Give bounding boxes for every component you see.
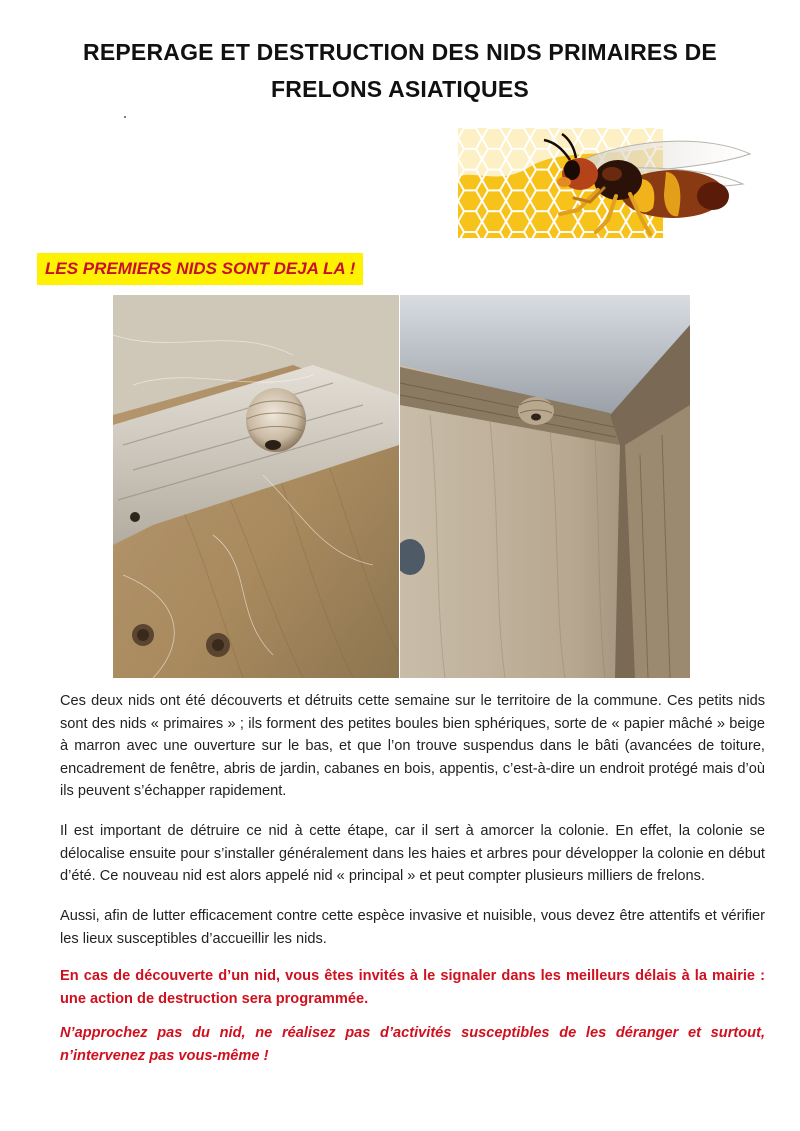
paragraph-description: Ces deux nids ont été découverts et détruits cette semaine sur le territoire de la commune. Ces petits nids sont des nids « primaires » ; ils forment des petites boules bien sphériques, sorte de « papier mâché » beige à marron avec une ouverture sur le bas, et que l’on trouve suspendus dans le bâti (avancées de toiture, encadrement de fenêtre, abris de jardin, cabanes en bois, appentis, c’est-à-dire un endroit protégé mais d’où ils peuvent s’échapper rapidement. [60, 693, 765, 799]
nest-photo-shed-image [400, 295, 690, 678]
nest-photo-beam [113, 295, 399, 678]
hornet-honeycomb-illustration [458, 128, 758, 238]
headline-banner: LES PREMIERS NIDS SONT DEJA LA ! [37, 253, 363, 285]
stray-dot [124, 116, 126, 118]
nest-photo-beam-image [113, 295, 399, 678]
page-title [40, 34, 760, 108]
hornet-icon [458, 128, 758, 238]
page-title-line-1: REPERAGE ET DESTRUCTION DES NIDS PRIMAIRES DE [83, 39, 717, 65]
page-title-line-2: FRELONS ASIATIQUES [271, 76, 529, 102]
paragraph-vigilance: Aussi, afin de lutter efficacement contre cette espèce invasive et nuisible, vous devez être attentifs et vérifier les lieux susceptibles d’accueillir les nids. [60, 908, 765, 947]
alert-report-nest: En cas de découverte d’un nid, vous êtes invités à le signaler dans les meilleurs délais à la mairie : une action de destruction sera programmée. [60, 968, 765, 1007]
nest-photo-shed [400, 295, 690, 678]
paragraph-importance: Il est important de détruire ce nid à cette étape, car il sert à amorcer la colonie. En effet, la colonie se délocalise ensuite pour s’installer généralement dans les haies et arbres pour développer la colonie en début d’été. Ce nouveau nid est alors appelé nid « principal » et peut compter plusieurs milliers de frelons. [60, 823, 765, 884]
alert-do-not-approach: N’approchez pas du nid, ne réalisez pas d’activités susceptibles de les déranger et surtout, n’intervenez pas vous-même ! [60, 1025, 765, 1064]
